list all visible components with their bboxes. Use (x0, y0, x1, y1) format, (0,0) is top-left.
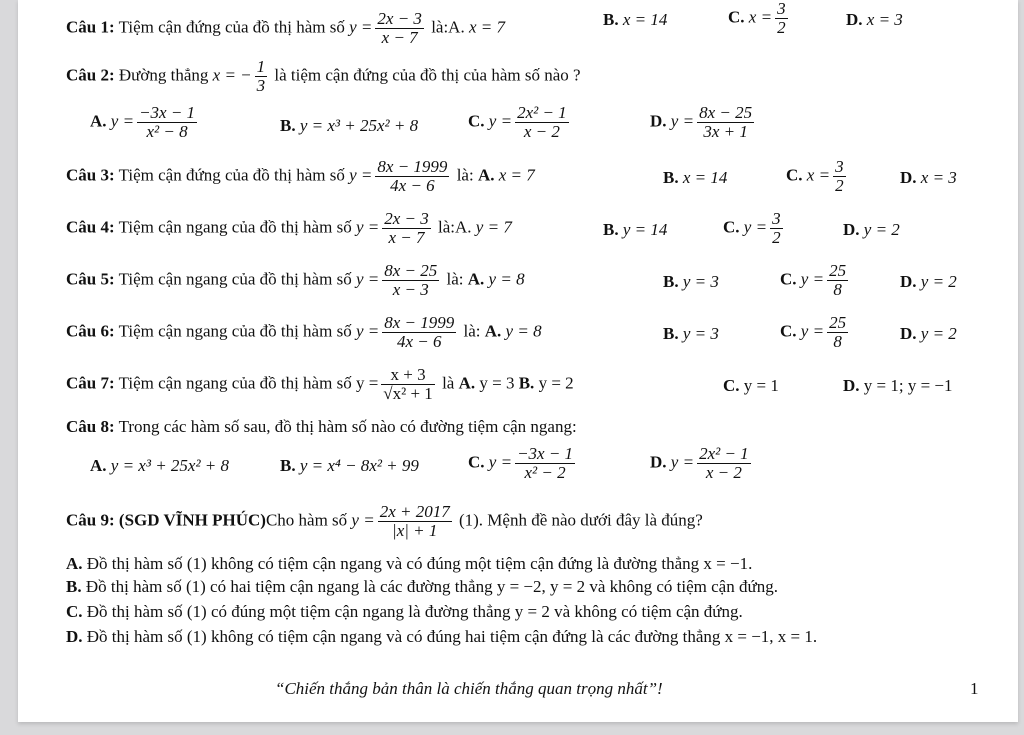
footer-quote: “Chiến thắng bản thân là chiến thắng quan trọng nhất”! (275, 679, 663, 698)
q3-d-label: D. (900, 168, 917, 187)
q1-option-d (846, 10, 903, 30)
q4-b-label: B. (603, 220, 619, 239)
q5-label: Câu 5: (66, 269, 115, 289)
question-5 (66, 262, 525, 299)
q5-c-den: 8 (833, 280, 842, 299)
q7-den: √x² + 1 (383, 384, 433, 403)
q8-option-c (468, 445, 578, 482)
question-7 (66, 366, 574, 403)
q1-c-prefix: x = (748, 7, 773, 27)
q7-num: x + 3 (381, 366, 435, 385)
q2-d-num: 8x − 25 (699, 103, 753, 122)
q2-option-b (280, 116, 418, 136)
q2-a-fraction (137, 104, 197, 141)
q4-option-b (603, 220, 667, 240)
q1-b-label: B. (603, 10, 619, 29)
q2-a-den: x² − 8 (146, 122, 188, 141)
q6-la: là: (463, 321, 481, 341)
q1-c-label: C. (728, 7, 745, 27)
q8-d-prefix: y = (670, 452, 695, 472)
q3-func-prefix: y = (349, 165, 373, 185)
q1-den: x − 7 (381, 28, 418, 47)
q8-c-fraction (515, 445, 575, 482)
q2-text-post: là tiệm cận đứng của đồ thị của hàm số nào ? (274, 65, 581, 85)
q4-c-prefix: y = (743, 217, 768, 237)
q8-a-label: A. (90, 456, 107, 475)
q7-a-label: A. (458, 373, 476, 393)
question-6 (66, 314, 542, 351)
q2-label: Câu 2: (66, 65, 115, 85)
q2-d-fraction (697, 104, 754, 141)
q5-la: là: (446, 269, 464, 289)
q8-option-d (650, 445, 754, 482)
q2-c-fraction (515, 104, 569, 141)
q9-den: |x| + 1 (392, 521, 438, 540)
q5-a-label: A. (467, 269, 485, 289)
q7-c-value: y = 1 (743, 376, 779, 395)
q3-c-den: 2 (835, 176, 844, 195)
q5-option-c (780, 262, 851, 299)
q6-c-fraction (827, 314, 848, 351)
q3-option-b (663, 168, 727, 188)
q2-option-d (650, 104, 757, 141)
q1-text: Tiệm cận đứng của đồ thị hàm số (118, 17, 345, 37)
q3-a-value: x = 7 (498, 165, 535, 185)
q4-d-label: D. (843, 220, 860, 239)
q6-den: 4x − 6 (396, 332, 442, 351)
q1-label: Câu 1: (66, 17, 115, 37)
q2-option-c (468, 104, 572, 141)
q9-option-c (66, 602, 743, 622)
q8-c-prefix: y = (488, 452, 513, 472)
q8-b-value: y = x⁴ − 8x² + 99 (299, 456, 419, 475)
q7-d-value: y = 1; y = −1 (863, 376, 953, 395)
q7-option-d (843, 376, 953, 396)
question-2 (66, 58, 581, 95)
q7-func-prefix: y = (355, 373, 379, 393)
q2-option-a (90, 104, 200, 141)
q6-func-prefix: y = (355, 321, 380, 341)
q6-option-d (900, 324, 957, 344)
q5-den: x − 3 (392, 280, 429, 299)
q4-answer-a: y = 7 (475, 217, 512, 237)
q5-fraction (382, 262, 439, 299)
q9-a-value: Đồ thị hàm số (1) không có tiệm cận ngang và có đúng một tiệm cận đứng là đường thẳng x = −1. (86, 554, 753, 573)
q1-num: 2x − 3 (377, 9, 422, 28)
q8-c-num: −3x − 1 (517, 444, 574, 463)
q7-label: Câu 7: (66, 373, 115, 393)
q3-a-label: A. (477, 165, 495, 185)
q4-fraction (382, 210, 431, 247)
q2-c-label: C. (468, 111, 485, 131)
q8-label: Câu 8: (66, 417, 115, 436)
q9-b-value: Đồ thị hàm số (1) có hai tiệm cận ngang là các đường thẳng y = −2, y = 2 và không có tiệm cận đứng. (85, 577, 778, 596)
q5-num: 8x − 25 (384, 261, 438, 280)
q4-c-den: 2 (772, 228, 781, 247)
q4-c-num: 3 (772, 209, 781, 228)
q9-func-prefix: y = (351, 510, 375, 530)
question-9 (66, 503, 703, 540)
q1-c-den: 2 (777, 18, 786, 37)
q6-c-label: C. (780, 321, 797, 341)
q1-b-value: x = 14 (622, 10, 668, 29)
q2-c-num: 2x² − 1 (517, 103, 567, 122)
q4-option-c (723, 210, 786, 247)
q9-text-post: (1). Mệnh đề nào dưới đây là đúng? (458, 510, 703, 530)
q4-num: 2x − 3 (384, 209, 429, 228)
q9-text: Cho hàm số (265, 510, 348, 530)
q9-num: 2x + 2017 (379, 502, 450, 521)
q6-num: 8x − 1999 (384, 313, 455, 332)
q5-option-b (663, 272, 719, 292)
q7-option-c (723, 376, 779, 396)
q3-label: Câu 3: (66, 165, 115, 185)
q7-c-label: C. (723, 376, 740, 395)
q6-a-value: y = 8 (505, 321, 542, 341)
q1-d-value: x = 3 (866, 10, 903, 29)
q4-label: Câu 4: (66, 217, 115, 237)
q9-source: (SGD VĨNH PHÚC) (118, 510, 266, 530)
q5-a-value: y = 8 (488, 269, 525, 289)
q9-b-label: B. (66, 577, 82, 596)
q5-text: Tiệm cận ngang của đồ thị hàm số (118, 269, 352, 289)
q5-c-prefix: y = (800, 269, 825, 289)
q1-option-b (603, 10, 667, 30)
q5-c-num: 25 (829, 261, 847, 280)
q1-answer-a-label: là:A. (431, 17, 465, 37)
q6-option-c (780, 314, 851, 351)
q3-la: là: (456, 165, 474, 185)
q1-func-prefix: y = (349, 17, 373, 37)
q6-option-b (663, 324, 719, 344)
q8-c-label: C. (468, 452, 485, 472)
q6-fraction (382, 314, 456, 351)
q3-b-value: x = 14 (682, 168, 728, 187)
q7-fraction (381, 366, 435, 403)
q9-label: Câu 9: (66, 510, 115, 530)
q6-c-num: 25 (829, 313, 847, 332)
q5-c-label: C. (780, 269, 797, 289)
q7-la: là (442, 373, 455, 393)
q2-x-prefix: x = − (212, 65, 252, 85)
q2-d-prefix: y = (670, 111, 695, 131)
q5-func-prefix: y = (355, 269, 380, 289)
q2-num: 1 (256, 57, 266, 76)
q7-a-value: y = 3 (479, 373, 515, 393)
q4-option-d (843, 220, 900, 240)
q6-d-label: D. (900, 324, 917, 343)
q9-d-value: Đồ thị hàm số (1) không có tiệm cận ngang và có đúng hai tiệm cận đứng là các đường thẳng x = −1, x = 1. (86, 627, 818, 646)
q2-a-num: −3x − 1 (139, 103, 196, 122)
q7-b-label: B. (518, 373, 535, 393)
q3-text: Tiệm cận đứng của đồ thị hàm số (118, 165, 345, 185)
q1-option-c (728, 0, 791, 37)
q2-c-den: x − 2 (523, 122, 560, 141)
q4-c-label: C. (723, 217, 740, 237)
q5-d-value: y = 2 (920, 272, 957, 291)
q2-b-value: y = x³ + 25x² + 8 (299, 116, 419, 135)
q4-den: x − 7 (388, 228, 425, 247)
q3-c-num: 3 (835, 157, 844, 176)
q5-c-fraction (827, 262, 848, 299)
q8-d-den: x − 2 (705, 463, 742, 482)
q8-d-num: 2x² − 1 (699, 444, 749, 463)
q3-fraction (375, 158, 449, 195)
q3-option-d (900, 168, 957, 188)
q9-c-label: C. (66, 602, 83, 621)
q2-d-label: D. (650, 111, 667, 131)
q9-fraction (378, 503, 452, 540)
q2-fraction (255, 58, 268, 95)
q2-a-label: A. (90, 111, 107, 131)
q5-b-value: y = 3 (682, 272, 719, 291)
q3-c-prefix: x = (806, 165, 831, 185)
q8-d-label: D. (650, 452, 667, 472)
q7-d-label: D. (843, 376, 860, 395)
q9-option-b (66, 577, 778, 597)
q9-a-label: A. (66, 554, 83, 573)
question-1 (66, 10, 505, 47)
q4-d-value: y = 2 (863, 220, 900, 239)
q3-option-c (786, 158, 849, 195)
q3-b-label: B. (663, 168, 679, 187)
q2-text-pre: Đường thẳng (118, 65, 209, 85)
q9-d-label: D. (66, 627, 83, 646)
q1-answer-a: x = 7 (468, 17, 505, 37)
q3-d-value: x = 3 (920, 168, 957, 187)
q9-option-d (66, 627, 817, 647)
q9-c-value: Đồ thị hàm số (1) có đúng một tiệm cận ngang là đường thẳng y = 2 và không có tiệm cận đứng. (86, 602, 743, 621)
q6-text: Tiệm cận ngang của đồ thị hàm số (118, 321, 352, 341)
q6-c-prefix: y = (800, 321, 825, 341)
q6-a-label: A. (484, 321, 502, 341)
q6-d-value: y = 2 (920, 324, 957, 343)
q2-den: 3 (256, 76, 266, 95)
q2-a-prefix: y = (110, 111, 135, 131)
q4-text: Tiệm cận ngang của đồ thị hàm số (118, 217, 352, 237)
question-3 (66, 158, 535, 195)
q4-answer-a-label: là:A. (438, 217, 472, 237)
q9-option-a (66, 554, 752, 574)
q8-a-value: y = x³ + 25x² + 8 (110, 456, 230, 475)
q2-b-label: B. (280, 116, 296, 135)
q3-c-fraction (833, 158, 846, 195)
q8-option-b (280, 456, 419, 476)
q1-c-fraction (775, 0, 788, 37)
q3-den: 4x − 6 (390, 176, 435, 195)
q5-d-label: D. (900, 272, 917, 291)
page-number: 1 (970, 679, 979, 698)
q3-num: 8x − 1999 (377, 157, 448, 176)
q2-d-den: 3x + 1 (703, 122, 748, 141)
q6-c-den: 8 (833, 332, 842, 351)
document-page (18, 0, 1018, 722)
q4-b-value: y = 14 (622, 220, 668, 239)
question-8 (66, 417, 577, 437)
q6-label: Câu 6: (66, 321, 115, 341)
q1-d-label: D. (846, 10, 863, 29)
q3-c-label: C. (786, 165, 803, 185)
q7-b-value: y = 2 (538, 373, 574, 393)
q4-c-fraction (770, 210, 783, 247)
q7-text: Tiệm cận ngang của đồ thị hàm số (118, 373, 352, 393)
q6-b-value: y = 3 (682, 324, 719, 343)
q1-fraction (375, 10, 424, 47)
q8-option-a (90, 456, 229, 476)
q8-d-fraction (697, 445, 751, 482)
q2-c-prefix: y = (488, 111, 513, 131)
q4-func-prefix: y = (355, 217, 380, 237)
q5-option-d (900, 272, 957, 292)
q1-c-num: 3 (777, 0, 786, 18)
q5-b-label: B. (663, 272, 679, 291)
q8-c-den: x² − 2 (524, 463, 566, 482)
q8-b-label: B. (280, 456, 296, 475)
q8-text: Trong các hàm số sau, đồ thị hàm số nào có đường tiệm cận ngang: (118, 417, 577, 436)
question-4 (66, 210, 512, 247)
q6-b-label: B. (663, 324, 679, 343)
